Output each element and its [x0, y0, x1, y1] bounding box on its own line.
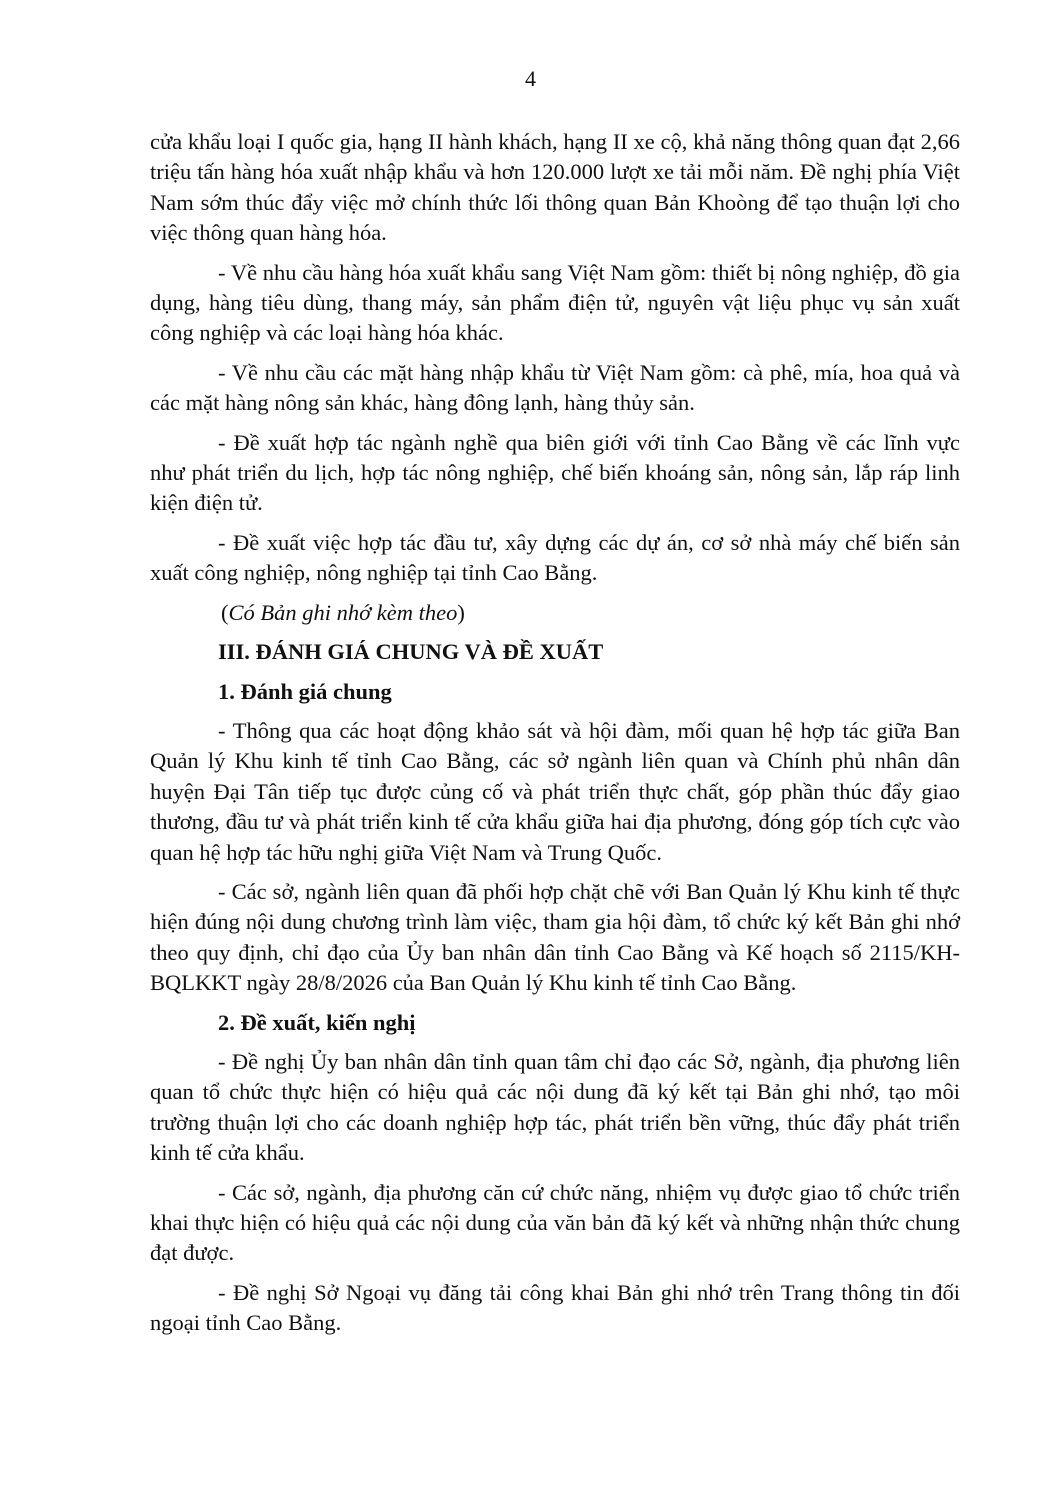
paragraph-recommendation-2: - Các sở, ngành, địa phương căn cứ chức năng, nhiệm vụ được giao tổ chức triển khai thực hiện có hiệu quả các nội dung của văn bản đã ký kết và những nhận thức chung đạt được. — [150, 1179, 960, 1266]
document-body — [150, 127, 960, 1348]
paragraph-investment-proposal: - Đề xuất việc hợp tác đầu tư, xây dựng các dự án, cơ sở nhà máy chế biến sản xuất công nghiệp, nông nghiệp tại tỉnh Cao Bằng. — [150, 529, 960, 586]
attachment-note — [150, 598, 960, 628]
paragraph-import-needs: - Về nhu cầu các mặt hàng nhập khẩu từ Việt Nam gồm: cà phê, mía, hoa quả và các mặt hàng nông sản khác, hàng đông lạnh, hàng thủy sản. — [150, 359, 960, 416]
paragraph-assessment-2: - Các sở, ngành liên quan đã phối hợp chặt chẽ với Ban Quản lý Khu kinh tế thực hiện đúng nội dung chương trình làm việc, tham gia hội đàm, tổ chức ký kết Bản ghi nhớ theo quy định, chỉ đạo của Ủy ban nhân dân tỉnh Cao Bằng và Kế hoạch số 2115/KH-BQLKKT ngày 28/8/2026 của Ban Quản lý Khu kinh tế tỉnh Cao Bằng. — [150, 878, 960, 996]
paragraph-continuation: cửa khẩu loại I quốc gia, hạng II hành khách, hạng II xe cộ, khả năng thông quan đạt 2,66 triệu tấn hàng hóa xuất nhập khẩu và hơn 120.000 lượt xe tải mỗi năm. Đề nghị phía Việt Nam sớm thúc đẩy việc mở chính thức lối thông quan Bản Khoòng để tạo thuận lợi cho việc thông quan hàng hóa. — [150, 129, 960, 246]
subsection-heading-assessment: 1. Đánh giá chung — [218, 678, 392, 704]
paragraph-assessment-1: - Thông qua các hoạt động khảo sát và hội đàm, mối quan hệ hợp tác giữa Ban Quản lý Khu kinh tế tỉnh Cao Bằng, các sở ngành liên quan và Chính phủ nhân dân huyện Đại Tân tiếp tục được củng cố và phát triển thực chất, góp phần thúc đẩy giao thương, đầu tư và phát triển kinh tế cửa khẩu giữa hai địa phương, đóng góp tích cực vào quan hệ hợp tác hữu nghị giữa Việt Nam và Trung Quốc. — [150, 717, 960, 865]
note-close-paren: ) — [457, 599, 465, 625]
paragraph-recommendation-3: - Đề nghị Sở Ngoại vụ đăng tải công khai Bản ghi nhớ trên Trang thông tin đối ngoại tỉnh Cao Bằng. — [150, 1279, 960, 1336]
paragraph-cooperation-proposal: - Đề xuất hợp tác ngành nghề qua biên giới với tỉnh Cao Bằng về các lĩnh vực như phát triển du lịch, hợp tác nông nghiệp, chế biến khoáng sản, nông sản, lắp ráp linh kiện điện tử. — [150, 429, 960, 516]
note-open-paren: ( — [221, 599, 229, 625]
attachment-note-text: Có Bản ghi nhớ kèm theo — [228, 599, 458, 625]
section-heading: III. ĐÁNH GIÁ CHUNG VÀ ĐỀ XUẤT — [218, 639, 604, 665]
subsection-heading-recommendations: 2. Đề xuất, kiến nghị — [218, 1009, 416, 1035]
paragraph-recommendation-1: - Đề nghị Ủy ban nhân dân tỉnh quan tâm chỉ đạo các Sở, ngành, địa phương liên quan tổ chức thực hiện có hiệu quả các nội dung đã ký kết tại Bản ghi nhớ, tạo môi trường thuận lợi cho các doanh nghiệp hợp tác, phát triển bền vững, thúc đẩy phát triển kinh tế cửa khẩu. — [150, 1048, 960, 1166]
paragraph-export-needs: - Về nhu cầu hàng hóa xuất khẩu sang Việt Nam gồm: thiết bị nông nghiệp, đồ gia dụng, hàng tiêu dùng, thang máy, sản phẩm điện tử, nguyên vật liệu phục vụ sản xuất công nghiệp và các loại hàng hóa khác. — [150, 259, 960, 346]
page-number: 4 — [525, 66, 536, 91]
